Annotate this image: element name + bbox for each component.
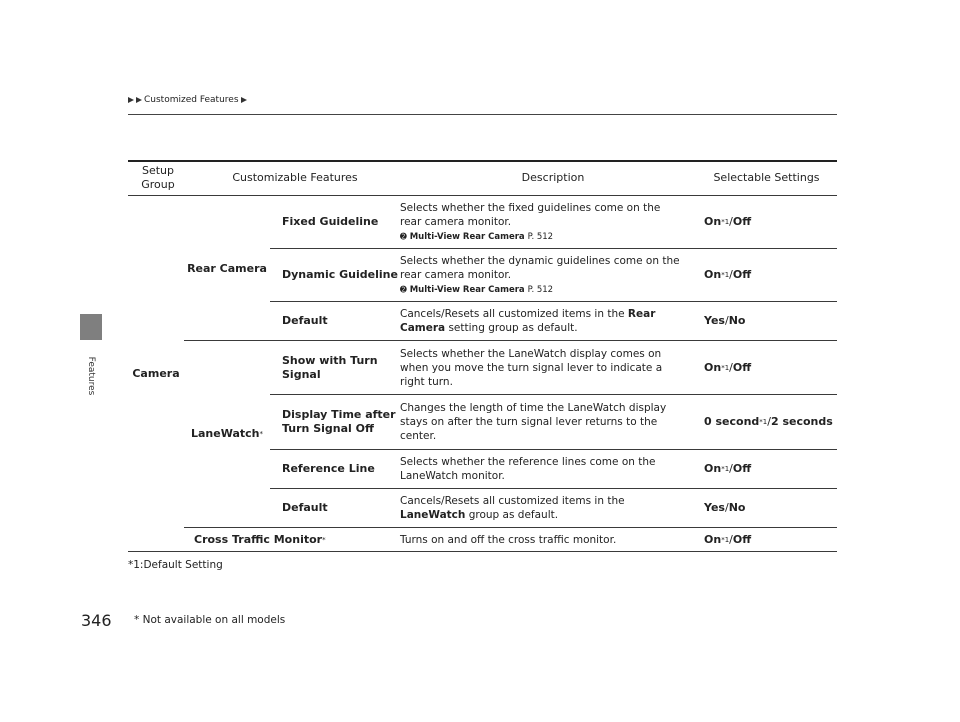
reference-link[interactable]: Multi-View Rear Camera bbox=[409, 284, 525, 295]
setting-display-time: 0 second *1 / 2 seconds bbox=[704, 415, 833, 428]
feature-dynamic-guideline: Dynamic Guideline bbox=[282, 268, 398, 281]
feature-default-lanewatch: Default bbox=[282, 501, 328, 514]
feature-display-time-after-turn-signal-off: Display Time after Turn Signal Off bbox=[282, 408, 396, 435]
group-camera: Camera bbox=[132, 366, 180, 380]
header-setup-group: Setup Group bbox=[141, 164, 175, 191]
description-dynamic-guideline: Selects whether the dynamic guidelines come on the rear camera monitor. ➋ Multi-View Rear Camera P. 512 bbox=[400, 254, 680, 295]
availability-note: * Not available on all models bbox=[134, 614, 286, 626]
header-description: Description bbox=[521, 171, 585, 184]
breadcrumb-item[interactable]: Customized Features bbox=[144, 95, 239, 105]
triangle-right-icon bbox=[136, 97, 142, 103]
description-reference-line: Selects whether the reference lines come on the LaneWatch monitor. bbox=[400, 456, 656, 482]
section-tab-marker bbox=[80, 314, 102, 340]
header-rule bbox=[128, 114, 837, 115]
feature-default-rear-camera: Default bbox=[282, 314, 328, 327]
triangle-right-icon bbox=[128, 97, 134, 103]
setting-reference-line: On *1 / Off bbox=[704, 462, 752, 475]
section-tab-label: Features bbox=[86, 356, 96, 396]
description-show-with-turn-signal: Selects whether the LaneWatch display comes on when you move the turn signal lever to indicate a right turn. bbox=[400, 347, 663, 388]
header-selectable-settings: Selectable Settings bbox=[713, 171, 820, 184]
description-default-rear-camera: Cancels/Resets all customized items in the Rear Camera setting group as default. bbox=[400, 308, 656, 334]
setting-show-with-turn-signal: On *1 / Off bbox=[704, 360, 752, 374]
page-number: 346 bbox=[81, 611, 112, 630]
header-customizable-features: Customizable Features bbox=[232, 171, 358, 184]
double-arrow-ref-icon: ➋ bbox=[400, 231, 407, 241]
setting-dynamic-guideline: On *1 / Off bbox=[704, 268, 752, 281]
subgroup-rear-camera: Rear Camera bbox=[187, 261, 267, 275]
setting-cross-traffic-monitor: On *1 / Off bbox=[704, 532, 752, 546]
triangle-right-icon bbox=[241, 97, 247, 103]
description-display-time: Changes the length of time the LaneWatch display stays on after the turn signal lever returns to the center. bbox=[400, 402, 667, 442]
setting-default-rear-camera: Yes / No bbox=[704, 314, 746, 327]
feature-reference-line: Reference Line bbox=[282, 462, 375, 475]
description-fixed-guideline: Selects whether the fixed guidelines come on the rear camera monitor. ➋ Multi-View Rear Camera P. 512 bbox=[400, 201, 661, 242]
reference-link[interactable]: Multi-View Rear Camera bbox=[409, 231, 525, 242]
default-setting-footnote: *1:Default Setting bbox=[128, 559, 223, 571]
double-arrow-ref-icon: ➋ bbox=[400, 284, 407, 294]
setting-fixed-guideline: On *1 / Off bbox=[704, 215, 752, 228]
feature-fixed-guideline: Fixed Guideline bbox=[282, 215, 379, 228]
breadcrumb bbox=[128, 95, 247, 105]
subgroup-lanewatch: LaneWatch * bbox=[191, 427, 263, 440]
description-cross-traffic-monitor: Turns on and off the cross traffic monitor. bbox=[400, 533, 617, 546]
feature-show-with-turn-signal: Show with Turn Signal bbox=[282, 353, 378, 381]
description-default-lanewatch: Cancels/Resets all customized items in the LaneWatch group as default. bbox=[400, 495, 625, 521]
table-top-rule bbox=[128, 160, 837, 162]
feature-cross-traffic-monitor: Cross Traffic Monitor * bbox=[194, 532, 326, 546]
setting-default-lanewatch: Yes / No bbox=[704, 501, 746, 514]
table-bottom-rule bbox=[128, 551, 837, 552]
